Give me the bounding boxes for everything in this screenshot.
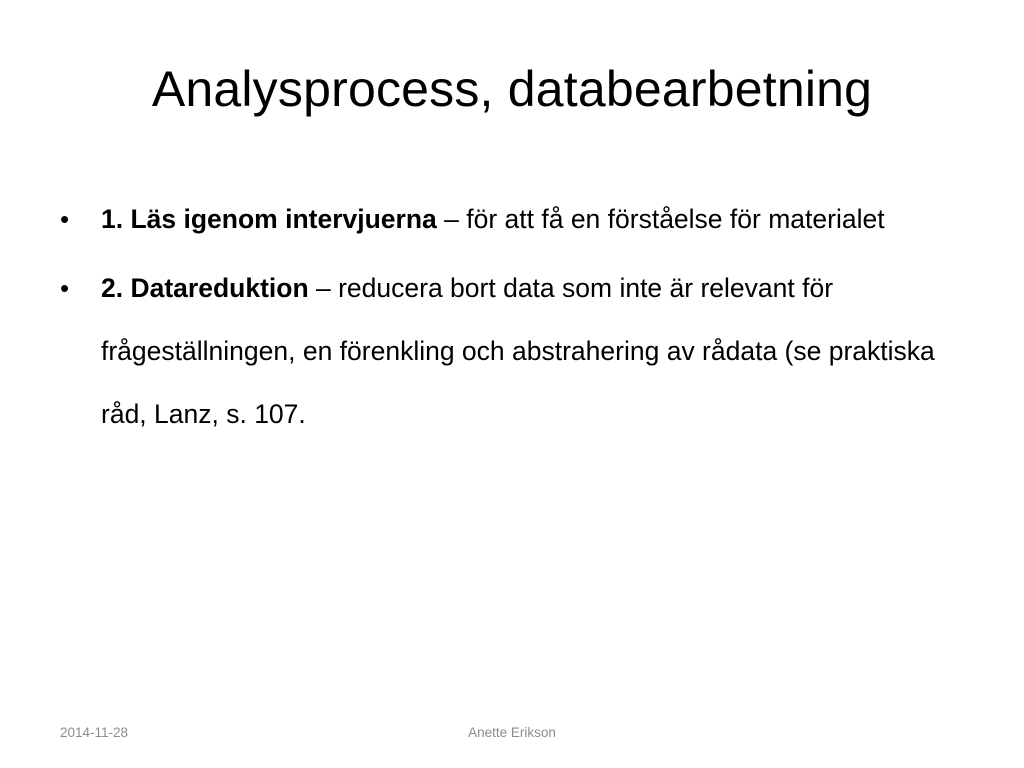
footer-author: Anette Erikson [468, 725, 556, 740]
bullet-item [60, 188, 980, 251]
slide-title: Analysprocess, databearbetning [151, 61, 873, 117]
bullet-text: – för att få en förståelse för materialet [436, 204, 885, 234]
footer-date: 2014-11-28 [60, 725, 129, 740]
bullet-text: – reducera bort data som inte är relevant för frågeställningen, en förenkling och abstrahering av rådata (se praktiska råd, Lanz, s. 107. [101, 273, 935, 429]
bullet-icon: • [60, 204, 70, 234]
bullet-item [60, 257, 980, 446]
bullet-heading: 1. Läs igenom intervjuerna [101, 204, 437, 234]
bullet-icon: • [60, 273, 70, 303]
bullet-heading: 2. Datareduktion [101, 273, 309, 303]
bullet-list [60, 188, 980, 452]
